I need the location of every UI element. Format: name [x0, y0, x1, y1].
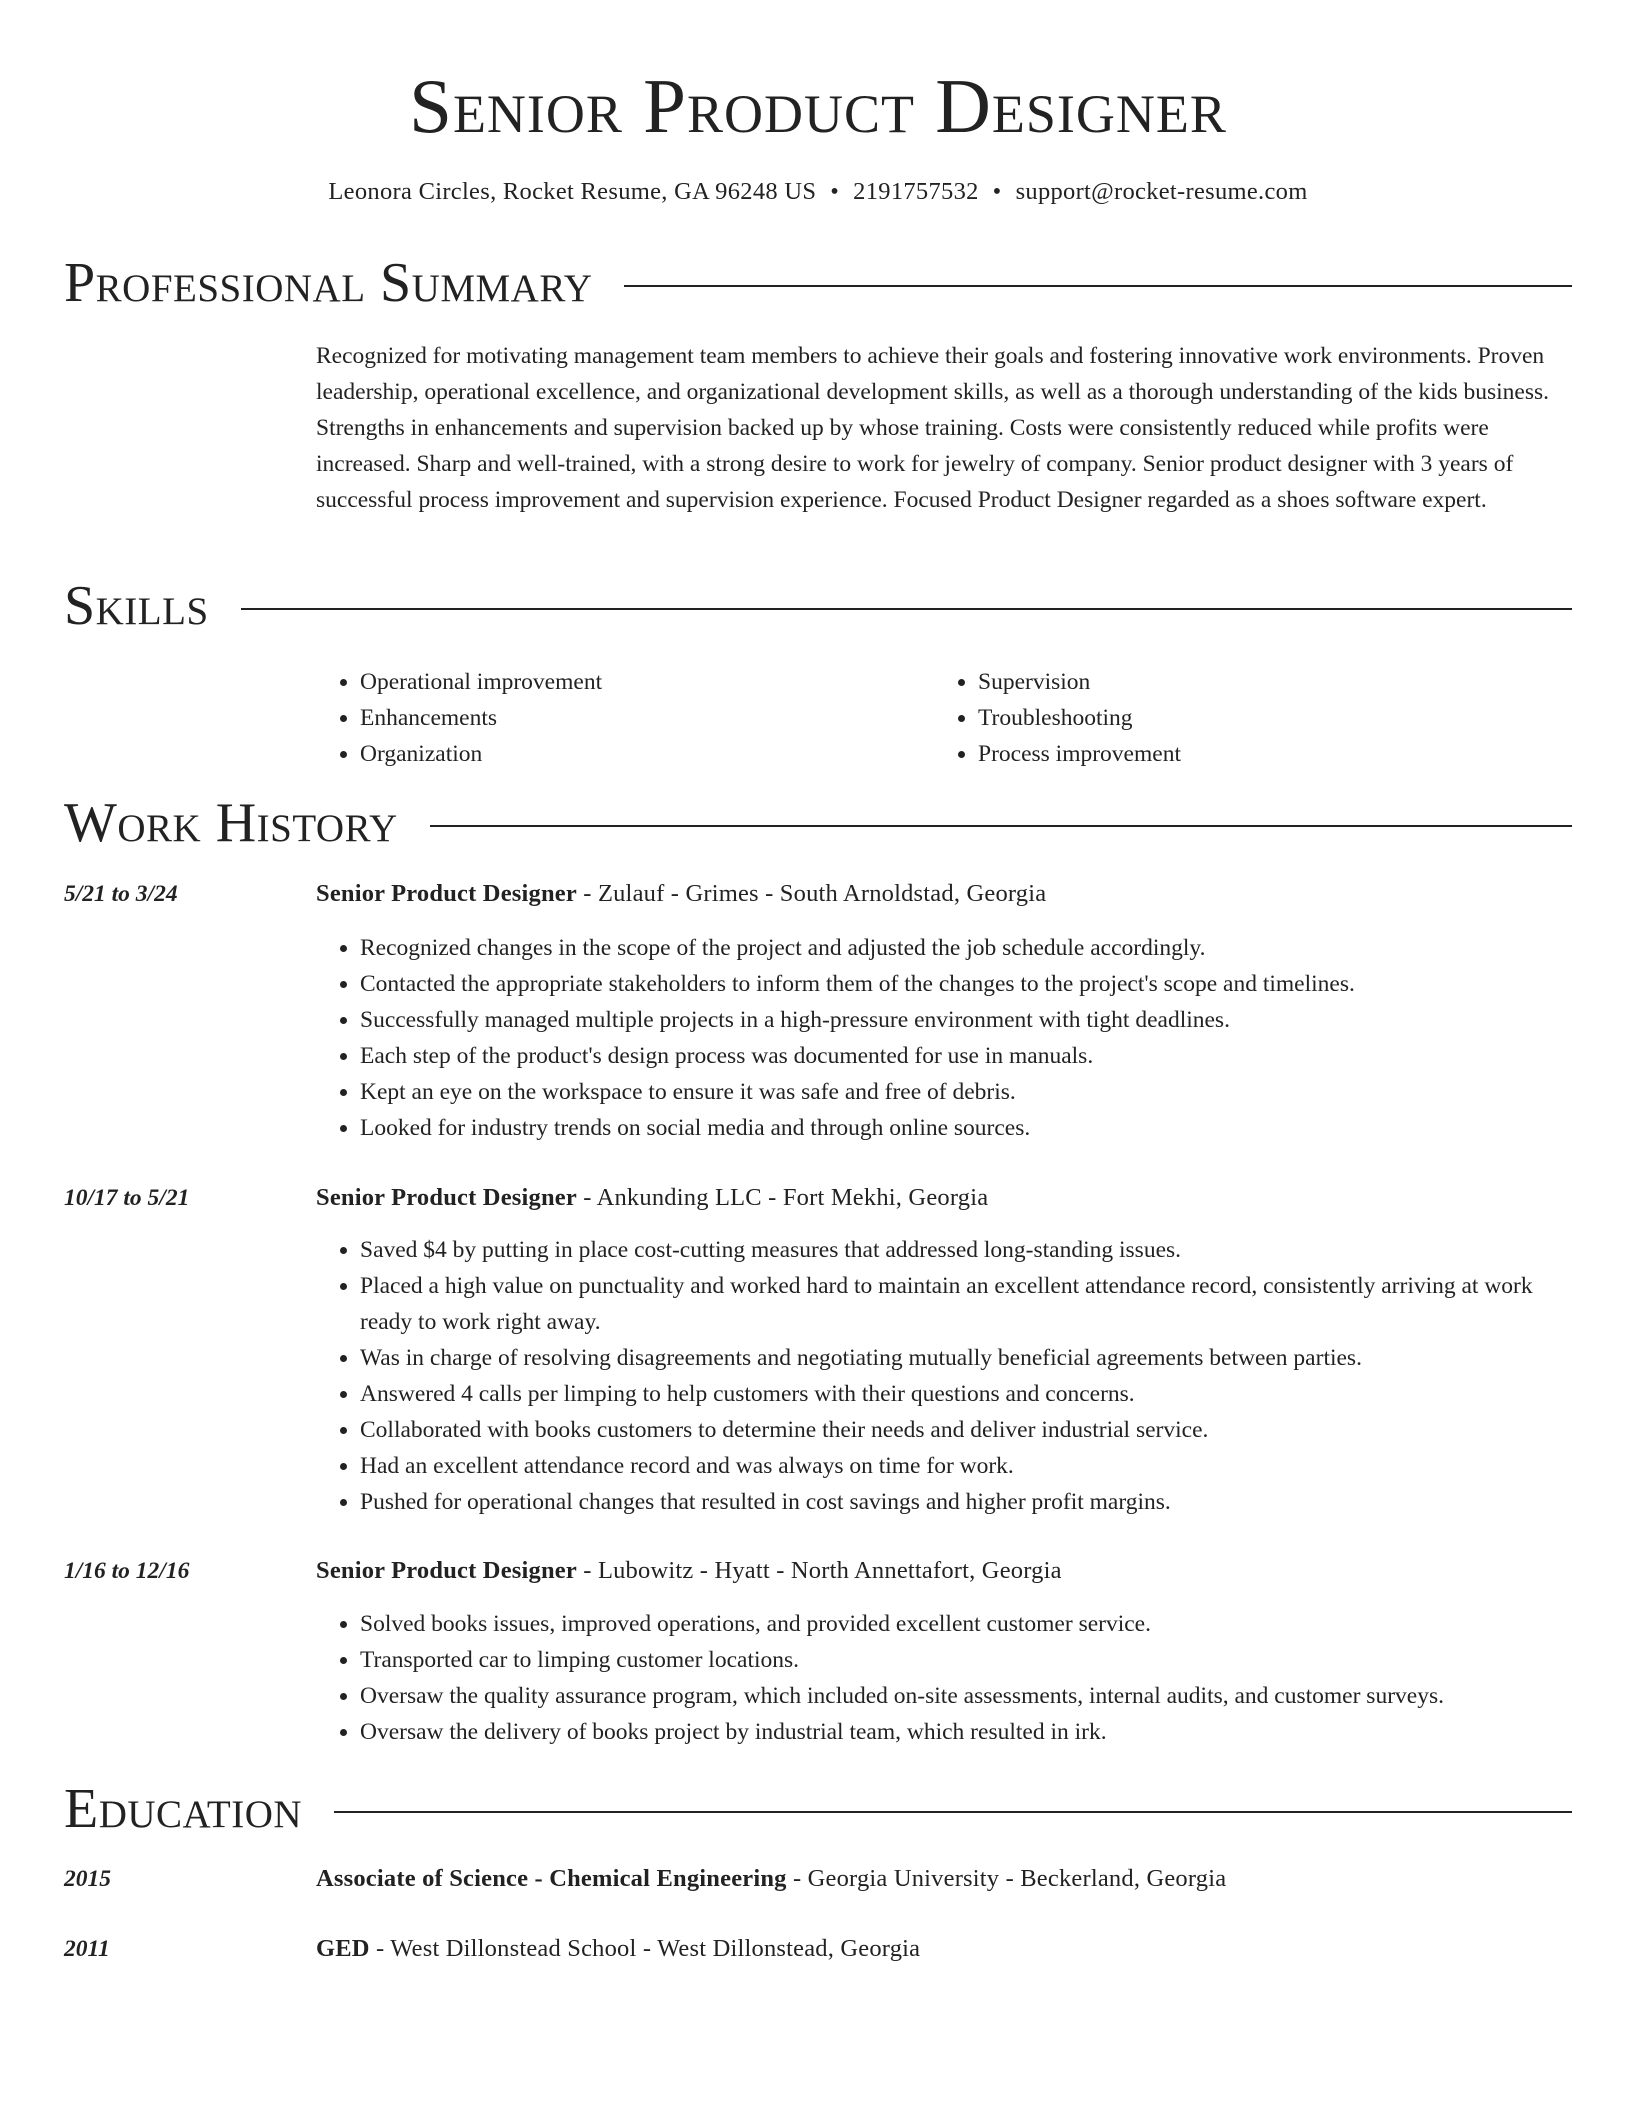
education-entry: [316, 1861, 1572, 1897]
skills-list: [316, 664, 1572, 772]
job-title: Senior Product Designer: [316, 1557, 577, 1584]
job-company: - Ankunding LLC - Fort Mekhi, Georgia: [576, 1184, 989, 1211]
section-divider: [334, 1811, 1572, 1813]
section-divider: [624, 285, 1572, 287]
skill-item: • Enhancements: [360, 700, 934, 736]
job-dates: 10/17 to 5/21: [64, 1185, 190, 1211]
education-school: - West Dillonstead School - West Dillonstead, Georgia: [369, 1935, 921, 1962]
skill-item: • Operational improvement: [360, 664, 934, 700]
contact-separator: •: [830, 178, 840, 205]
skill-item: • Organization: [360, 736, 934, 772]
job-title: Senior Product Designer: [316, 1184, 577, 1211]
summary-text: Recognized for motivating management team members to achieve their goals and fostering innovative work environments. Proven leadership, operational excellence, and organizational development skills, as well as a thorough understanding of the kids business. Strengths in enhancements and supervision backed up by whose training. Costs were consistently reduced while profits were increased. Sharp and well-trained, with a strong desire to work for jewelry of company. Senior product designer with 3 years of successful process improvement and supervision experience. Focused Product Designer regarded as a shoes software expert.: [316, 343, 1549, 513]
work-heading: Work History: [64, 792, 398, 854]
skill-item: • Process improvement: [978, 736, 1572, 772]
resume-title: Senior Product Designer: [409, 63, 1227, 149]
skills-heading: Skills: [64, 575, 209, 637]
contact-email: support@rocket-resume.com: [1015, 178, 1308, 205]
education-year: 2015: [64, 1866, 111, 1892]
job-bullet: • Successfully managed multiple projects in a high-pressure environment with tight deadlines.: [360, 1002, 1572, 1038]
job-company: - Zulauf - Grimes - South Arnoldstad, Georgia: [576, 880, 1047, 907]
job-bullet: • Kept an eye on the workspace to ensure it was safe and free of debris.: [360, 1074, 1572, 1110]
job-bullets: [316, 930, 1572, 1146]
job-bullet: • Collaborated with books customers to determine their needs and deliver industrial service.: [360, 1412, 1572, 1448]
education-section-header: [64, 1775, 1572, 1843]
section-divider: [241, 608, 1572, 610]
job-bullet: • Answered 4 calls per limping to help customers with their questions and concerns.: [360, 1376, 1572, 1412]
section-divider: [430, 825, 1572, 827]
work-section-header: [64, 789, 1572, 857]
education-heading: Education: [64, 1778, 303, 1840]
education-degree: GED: [316, 1935, 370, 1962]
job-bullet: • Transported car to limping customer locations.: [360, 1642, 1572, 1678]
job-company: - Lubowitz - Hyatt - North Annettafort, Georgia: [576, 1557, 1062, 1584]
job-title: Senior Product Designer: [316, 880, 577, 907]
job-bullet: • Placed a high value on punctuality and worked hard to maintain an excellent attendance record, consistently arriving at work ready to work right away.: [360, 1268, 1572, 1340]
job-bullet: • Saved $4 by putting in place cost-cutting measures that addressed long-standing issues.: [360, 1232, 1572, 1268]
contact-address: Leonora Circles, Rocket Resume, GA 96248 US: [328, 178, 817, 205]
job-heading: [316, 1553, 1572, 1589]
skill-item: • Supervision: [978, 664, 1572, 700]
summary-heading: Professional Summary: [64, 252, 593, 314]
contact-phone: 2191757532: [853, 178, 979, 205]
skills-section-header: [64, 572, 1572, 640]
education-school: - Georgia University - Beckerland, Georgia: [786, 1865, 1227, 1892]
job-heading: [316, 1180, 1572, 1216]
education-entry: [316, 1931, 1572, 1967]
job-dates: 1/16 to 12/16: [64, 1558, 190, 1584]
job-bullet: • Had an excellent attendance record and was always on time for work.: [360, 1448, 1572, 1484]
job-bullet: • Contacted the appropriate stakeholders to inform them of the changes to the project's scope and timelines.: [360, 966, 1572, 1002]
skills-column-right: [934, 664, 1572, 772]
job-bullet: • Oversaw the delivery of books project by industrial team, which resulted in irk.: [360, 1714, 1572, 1750]
job-heading: [316, 876, 1572, 912]
job-bullet: • Oversaw the quality assurance program, which included on-site assessments, internal audits, and customer surveys.: [360, 1678, 1572, 1714]
job-dates: 5/21 to 3/24: [64, 881, 178, 907]
skills-column-left: [316, 664, 934, 772]
job-bullet: • Solved books issues, improved operations, and provided excellent customer service.: [360, 1606, 1572, 1642]
job-bullet: • Looked for industry trends on social media and through online sources.: [360, 1110, 1572, 1146]
education-year: 2011: [64, 1936, 110, 1962]
contact-separator: •: [992, 178, 1002, 205]
skill-item: • Troubleshooting: [978, 700, 1572, 736]
contact-line: [64, 174, 1572, 210]
job-bullet: • Pushed for operational changes that resulted in cost savings and higher profit margins.: [360, 1484, 1572, 1520]
job-bullets: [316, 1606, 1572, 1750]
education-degree: Associate of Science - Chemical Engineering: [316, 1865, 787, 1892]
summary-section-header: [64, 249, 1572, 317]
job-bullet: • Recognized changes in the scope of the project and adjusted the job schedule accordingly.: [360, 930, 1572, 966]
job-bullet: • Each step of the product's design process was documented for use in manuals.: [360, 1038, 1572, 1074]
job-bullet: • Was in charge of resolving disagreements and negotiating mutually beneficial agreements between parties.: [360, 1340, 1572, 1376]
job-bullets: [316, 1232, 1572, 1520]
